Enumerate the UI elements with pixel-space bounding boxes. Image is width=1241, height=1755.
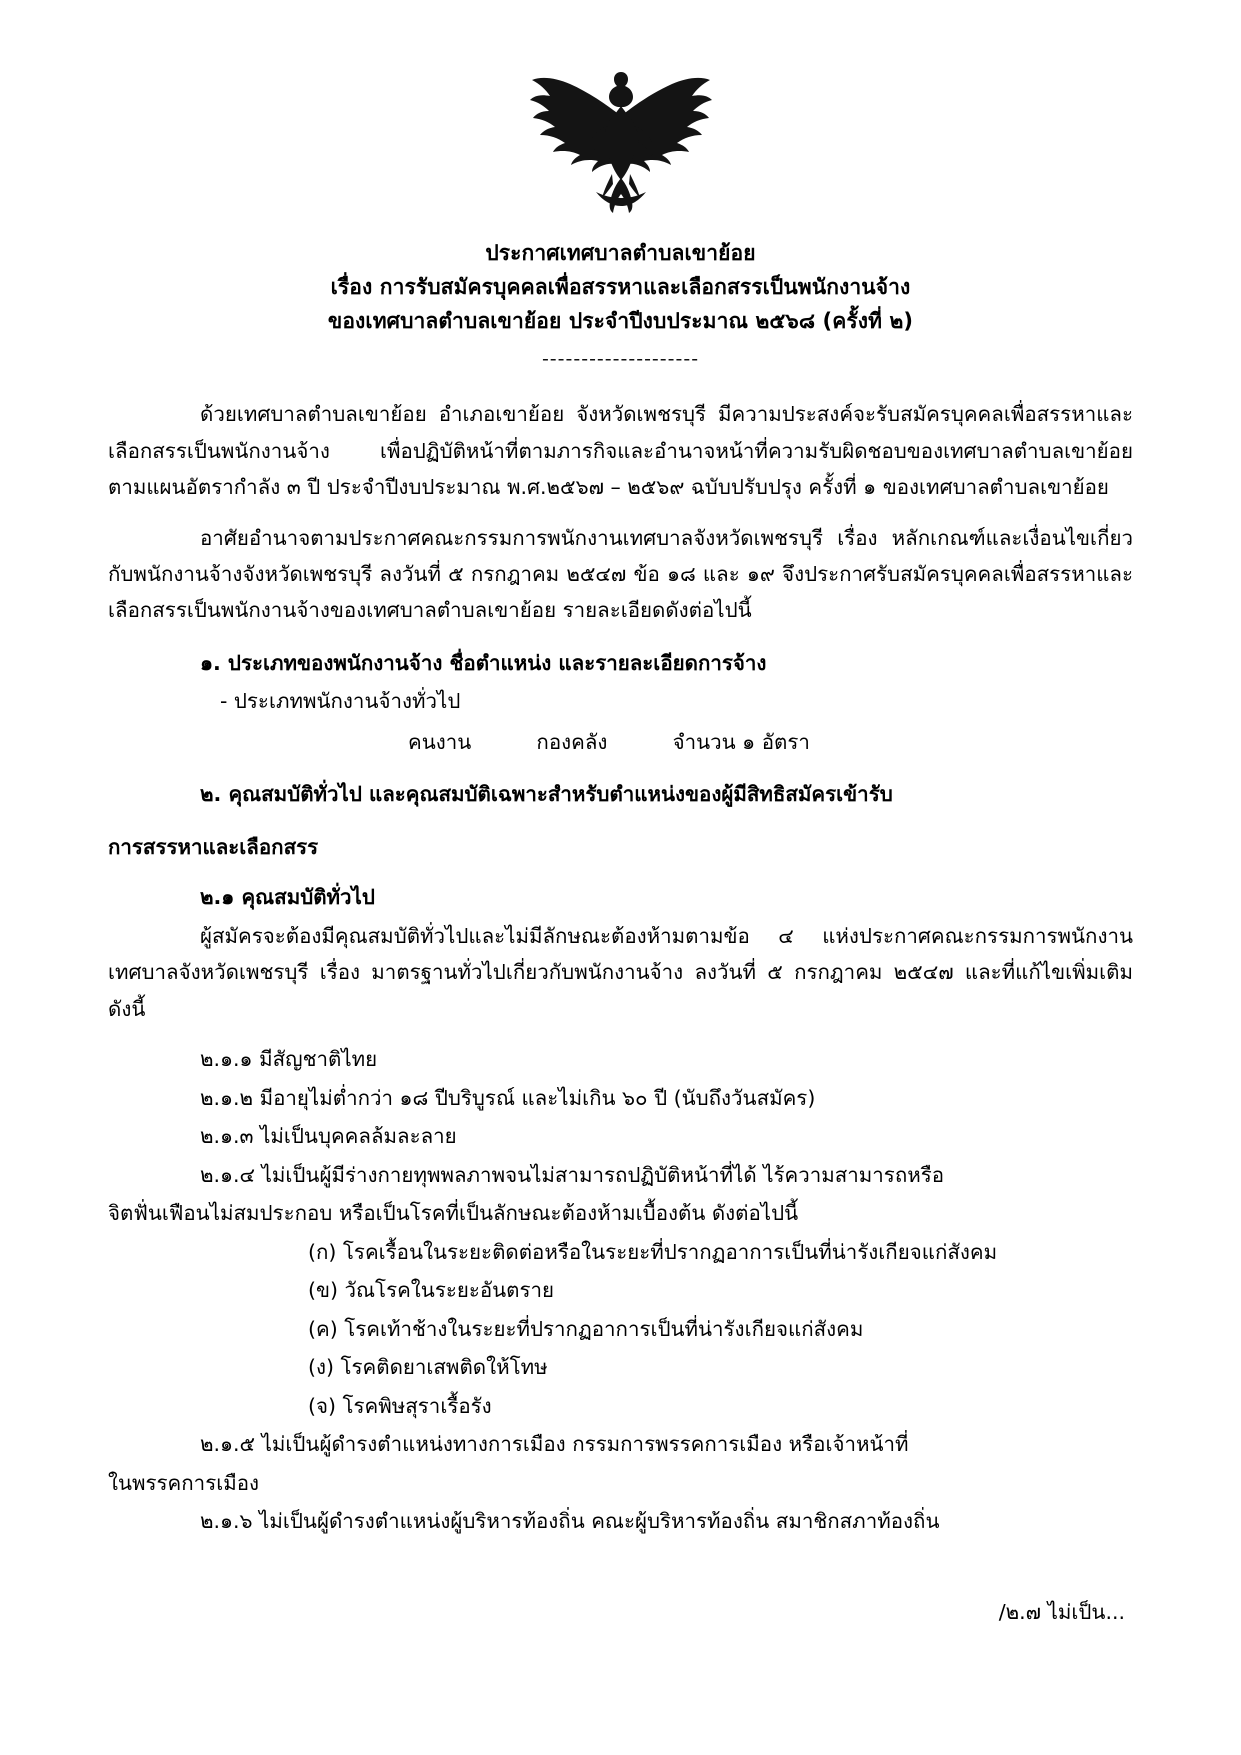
item-2-1-5-line-2: ในพรรคการเมือง (108, 1470, 260, 1495)
header-line-3: ของเทศบาลตำบลเขาย้อย ประจำปีงบประมาณ ๒๕๖๘ (ครั้งที่ ๒) (327, 309, 914, 334)
item-2-1-4-sub-d: (ง) โรคติดยาเสพติดให้โทษ (308, 1355, 548, 1380)
paragraph-1: ด้วยเทศบาลตำบลเขาย้อย อำเภอเขาย้อย จังหวัดเพชรบุรี มีความประสงค์จะรับสมัครบุคคลเพื่อสรรหาและเลือกสรรเป็นพนักงานจ้าง เพื่อปฏิบัติหน้าที่ตามภารกิจและอำนาจหน้าที่ความรับผิดชอบของเทศบาลตำบลเขาย้อย ตามแผนอัตรากำลัง ๓ ปี ประจำปีงบประมาณ พ.ศ.๒๕๖๗ – ๒๕๖๙ ฉบับปรับปรุง ครั้งที่ ๑ ของเทศบาลตำบลเขาย้อย (108, 402, 1133, 500)
item-2-1-3: ๒.๑.๓ ไม่เป็นบุคคลล้มละลาย (200, 1124, 457, 1149)
section-2-1-intro: ผู้สมัครจะต้องมีคุณสมบัติทั่วไปและไม่มีลักษณะต้องห้ามตามข้อ ๔ แห่งประกาศคณะกรรมการพนักงานเทศบาลจังหวัดเพชรบุรี เรื่อง มาตรฐานทั่วไปเกี่ยวกับพนักงานจ้าง ลงวันที่ ๕ กรกฎาคม ๒๕๔๗ และที่แก้ไขเพิ่มเติม ดังนี้ (108, 923, 1133, 1021)
item-2-1-4-sub-c: (ค) โรคเท้าช้างในระยะที่ปรากฏอาการเป็นที่น่ารังเกียจแก่สังคม (308, 1316, 864, 1341)
item-2-1-4-line-2: จิตฟั่นเฟือนไม่สมประกอบ หรือเป็นโรคที่เป็นลักษณะต้องห้ามเบื้องต้น ดังต่อไปนี้ (108, 1201, 799, 1226)
item-2-1-1: ๒.๑.๑ มีสัญชาติไทย (200, 1047, 378, 1072)
header-line-2: เรื่อง การรับสมัครบุคคลเพื่อสรรหาและเลือกสรรเป็นพนักงานจ้าง (330, 275, 911, 300)
section-1-position-row: คนงาน กองคลัง จำนวน ๑ อัตรา (408, 729, 810, 754)
section-1-heading: ๑. ประเภทของพนักงานจ้าง ชื่อตำแหน่ง และรายละเอียดการจ้าง (200, 650, 767, 675)
thai-garuda-emblem (108, 64, 1133, 224)
page-catchword: /๒.๗ ไม่เป็น... (998, 1599, 1125, 1624)
item-2-1-2: ๒.๑.๒ มีอายุไม่ต่ำกว่า ๑๘ ปีบริบูรณ์ และไม่เกิน ๖๐ ปี (นับถึงวันสมัคร) (200, 1085, 816, 1110)
paragraph-2: อาศัยอำนาจตามประกาศคณะกรรมการพนักงานเทศบาลจังหวัดเพชรบุรี เรื่อง หลักเกณฑ์และเงื่อนไขเกี่ยวกับพนักงานจ้างจังหวัดเพชรบุรี ลงวันที่ ๕ กรกฎาคม ๒๕๔๗ ข้อ ๑๘ และ ๑๙ จึงประกาศรับสมัครบุคคลเพื่อสรรหาและเลือกสรรเป็นพนักงานจ้างของเทศบาลตำบลเขาย้อย รายละเอียดดังต่อไปนี้ (108, 525, 1133, 623)
header-line-1: ประกาศเทศบาลตำบลเขาย้อย (485, 241, 756, 265)
section-1-employee-type: - ประเภทพนักงานจ้างทั่วไป (220, 689, 461, 714)
section-2-heading-line-2: การสรรหาและเลือกสรร (108, 834, 319, 859)
item-2-1-5-line-1: ๒.๑.๕ ไม่เป็นผู้ดำรงตำแหน่งทางการเมือง กรรมการพรรคการเมือง หรือเจ้าหน้าที่ (200, 1432, 909, 1457)
document-body (108, 396, 1133, 1630)
section-2-heading-line-1: ๒. คุณสมบัติทั่วไป และคุณสมบัติเฉพาะสำหรับตำแหน่งของผู้มีสิทธิสมัครเข้ารับ (200, 782, 893, 807)
header-divider: -------------------- (541, 348, 700, 371)
document-header (108, 236, 1133, 338)
item-2-1-4-line-1: ๒.๑.๔ ไม่เป็นผู้มีร่างกายทุพพลภาพจนไม่สามารถปฏิบัติหน้าที่ได้ ไร้ความสามารถหรือ (200, 1162, 945, 1187)
item-2-1-4-sub-e: (จ) โรคพิษสุราเรื้อรัง (308, 1393, 492, 1418)
section-2-1-heading: ๒.๑ คุณสมบัติทั่วไป (200, 885, 375, 910)
item-2-1-4-sub-b: (ข) วัณโรคในระยะอันตราย (308, 1278, 555, 1303)
item-2-1-6: ๒.๑.๖ ไม่เป็นผู้ดำรงตำแหน่งผู้บริหารท้องถิ่น คณะผู้บริหารท้องถิ่น สมาชิกสภาท้องถิ่น (200, 1509, 940, 1534)
item-2-1-4-sub-a: (ก) โรคเรื้อนในระยะติดต่อหรือในระยะที่ปรากฏอาการเป็นที่น่ารังเกียจแก่สังคม (308, 1239, 998, 1264)
